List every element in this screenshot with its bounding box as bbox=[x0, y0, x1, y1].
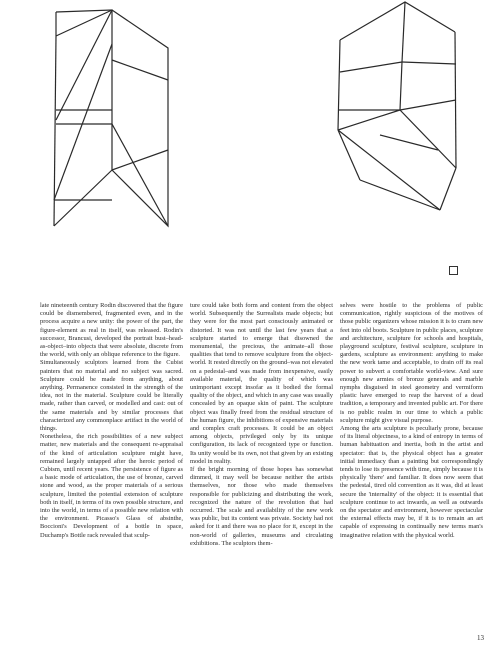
sculpture-drawing-right bbox=[320, 0, 470, 220]
paragraph: late nineteenth century Rodin discovered that the figure could be dismembered, fragmented even, and in the process acquire a new unity: the power of the part, the figure-element as real in itself, was released. Rodin's successor, Brancusi, developed the portrait bust–head-as-object–into objects that were absolute, discrete from the world, with only an oblique reference to the figure. bbox=[40, 302, 183, 359]
paragraph: If the bright morning of those hopes has somewhat dimmed, it may well be because neither the artists themselves, nor those who made themselves responsible for publicizing and distributing the work, recognized the nature of the revolution that had occurred. The scale and availability of the new work was public, but its content was private. Society had not asked for it and there was no place for it, except in the non-world of galleries, museums and circulating exhibitions. The sculptors them- bbox=[190, 466, 333, 547]
paragraph: Nonetheless, the rich possibilities of a new subject matter, new materials and the consequent re-appraisal of the kind of articulation sculpture might have, remained largely untapped after the heroic period of Cubism, until recent years. The persistence of figure as a basic mode of articulation, the use of bronze, carved stone and wood, as the proper materials of a serious sculpture, limited the potential extension of sculpture both in itself, in terms of its own possible structure, and into the world, in terms of a possible new relation with the environment. Picasso's Glass of absinthe, Boccioni's Development of a bottle in space, Duchamp's Bottle rack revealed that sculp- bbox=[40, 433, 183, 539]
paragraph: ture could take both form and content from the object world. Subsequently the Surrealists made objects; but they were for the most part consciously animated or distorted. It was not until the last few years that a sculpture started to emerge that disowned the monumental, the precious, the animate–all those qualities that tend to remove sculpture from the object-world. It rested directly on the ground–was not elevated on a pedestal–and was made from inexpensive, easily available material, the quality of which was unimportant except insofar as it bodied the formal quality of the object, and which in any case was usually concealed by an opaque skin of paint. The sculpture object was finally freed from the residual structure of the human figure, the inhibitions of expensive materials and complex craft processes. It could be an object among objects, privileged only by its unique configuration, its lack of recognized type or function. Its unity would be its own, not that given by an existing model in reality. bbox=[190, 302, 333, 465]
paragraph: Simultaneously sculptors learned from the Cubist painters that no material and no subject was sacred. Sculpture could be made from anything, about anything. Permanence consisted in the strength of the idea, not in the material. Sculpture could be literally made, rather than carved, or modelled and cast: out of the same materials and by similar processes that characterized any commonplace artifact in the world of things. bbox=[40, 359, 183, 433]
sculpture-drawing-left bbox=[26, 0, 186, 230]
paragraph: Among the arts sculpture is peculiarly prone, because of its literal objectness, to a kind of entropy in terms of human habituation and inertia, both in the artist and spectator: that is, the physical object has a greater initial immediacy than a painting but correspondingly tends to lose its presence with time, simply because it is physically 'there' and familiar. It does now seem that the pedestal, tired old convention as it was, did at least secure the 'internality' of the object: it is essential that sculpture continue to act inwards, as well as outwards on the spectator and environment, however spectacular the external effects may be, if it is to remain an art capable of expressing in continually new terms man's imaginative relation with the physical world. bbox=[340, 425, 483, 539]
page-number: 13 bbox=[477, 634, 484, 642]
text-column-2 bbox=[190, 302, 333, 548]
text-column-1 bbox=[40, 302, 183, 540]
section-marker bbox=[449, 266, 458, 275]
text-column-3 bbox=[340, 302, 483, 540]
paragraph: selves were hostile to the problems of public communication, rightly suspicious of the motives of those public organizers whose mission it is to cram new feet into old boots. Sculpture in public places, sculpture and architecture, sculpture for schools and hospitals, playground sculpture, festival sculpture, sculpture in gardens, sculpture as environment: anything to make the new work tame and acceptable, to drain off its real power to subvert a comfortable world-view. And sure enough new armies of bronze generals and marble nymphs disguised in steel geometry and vermiform plastic have emerged to reap the harvest of a dead tradition, a temporary and invented public art. For there is no public realm in our time to which a public sculpture might give visual purpose. bbox=[340, 302, 483, 424]
